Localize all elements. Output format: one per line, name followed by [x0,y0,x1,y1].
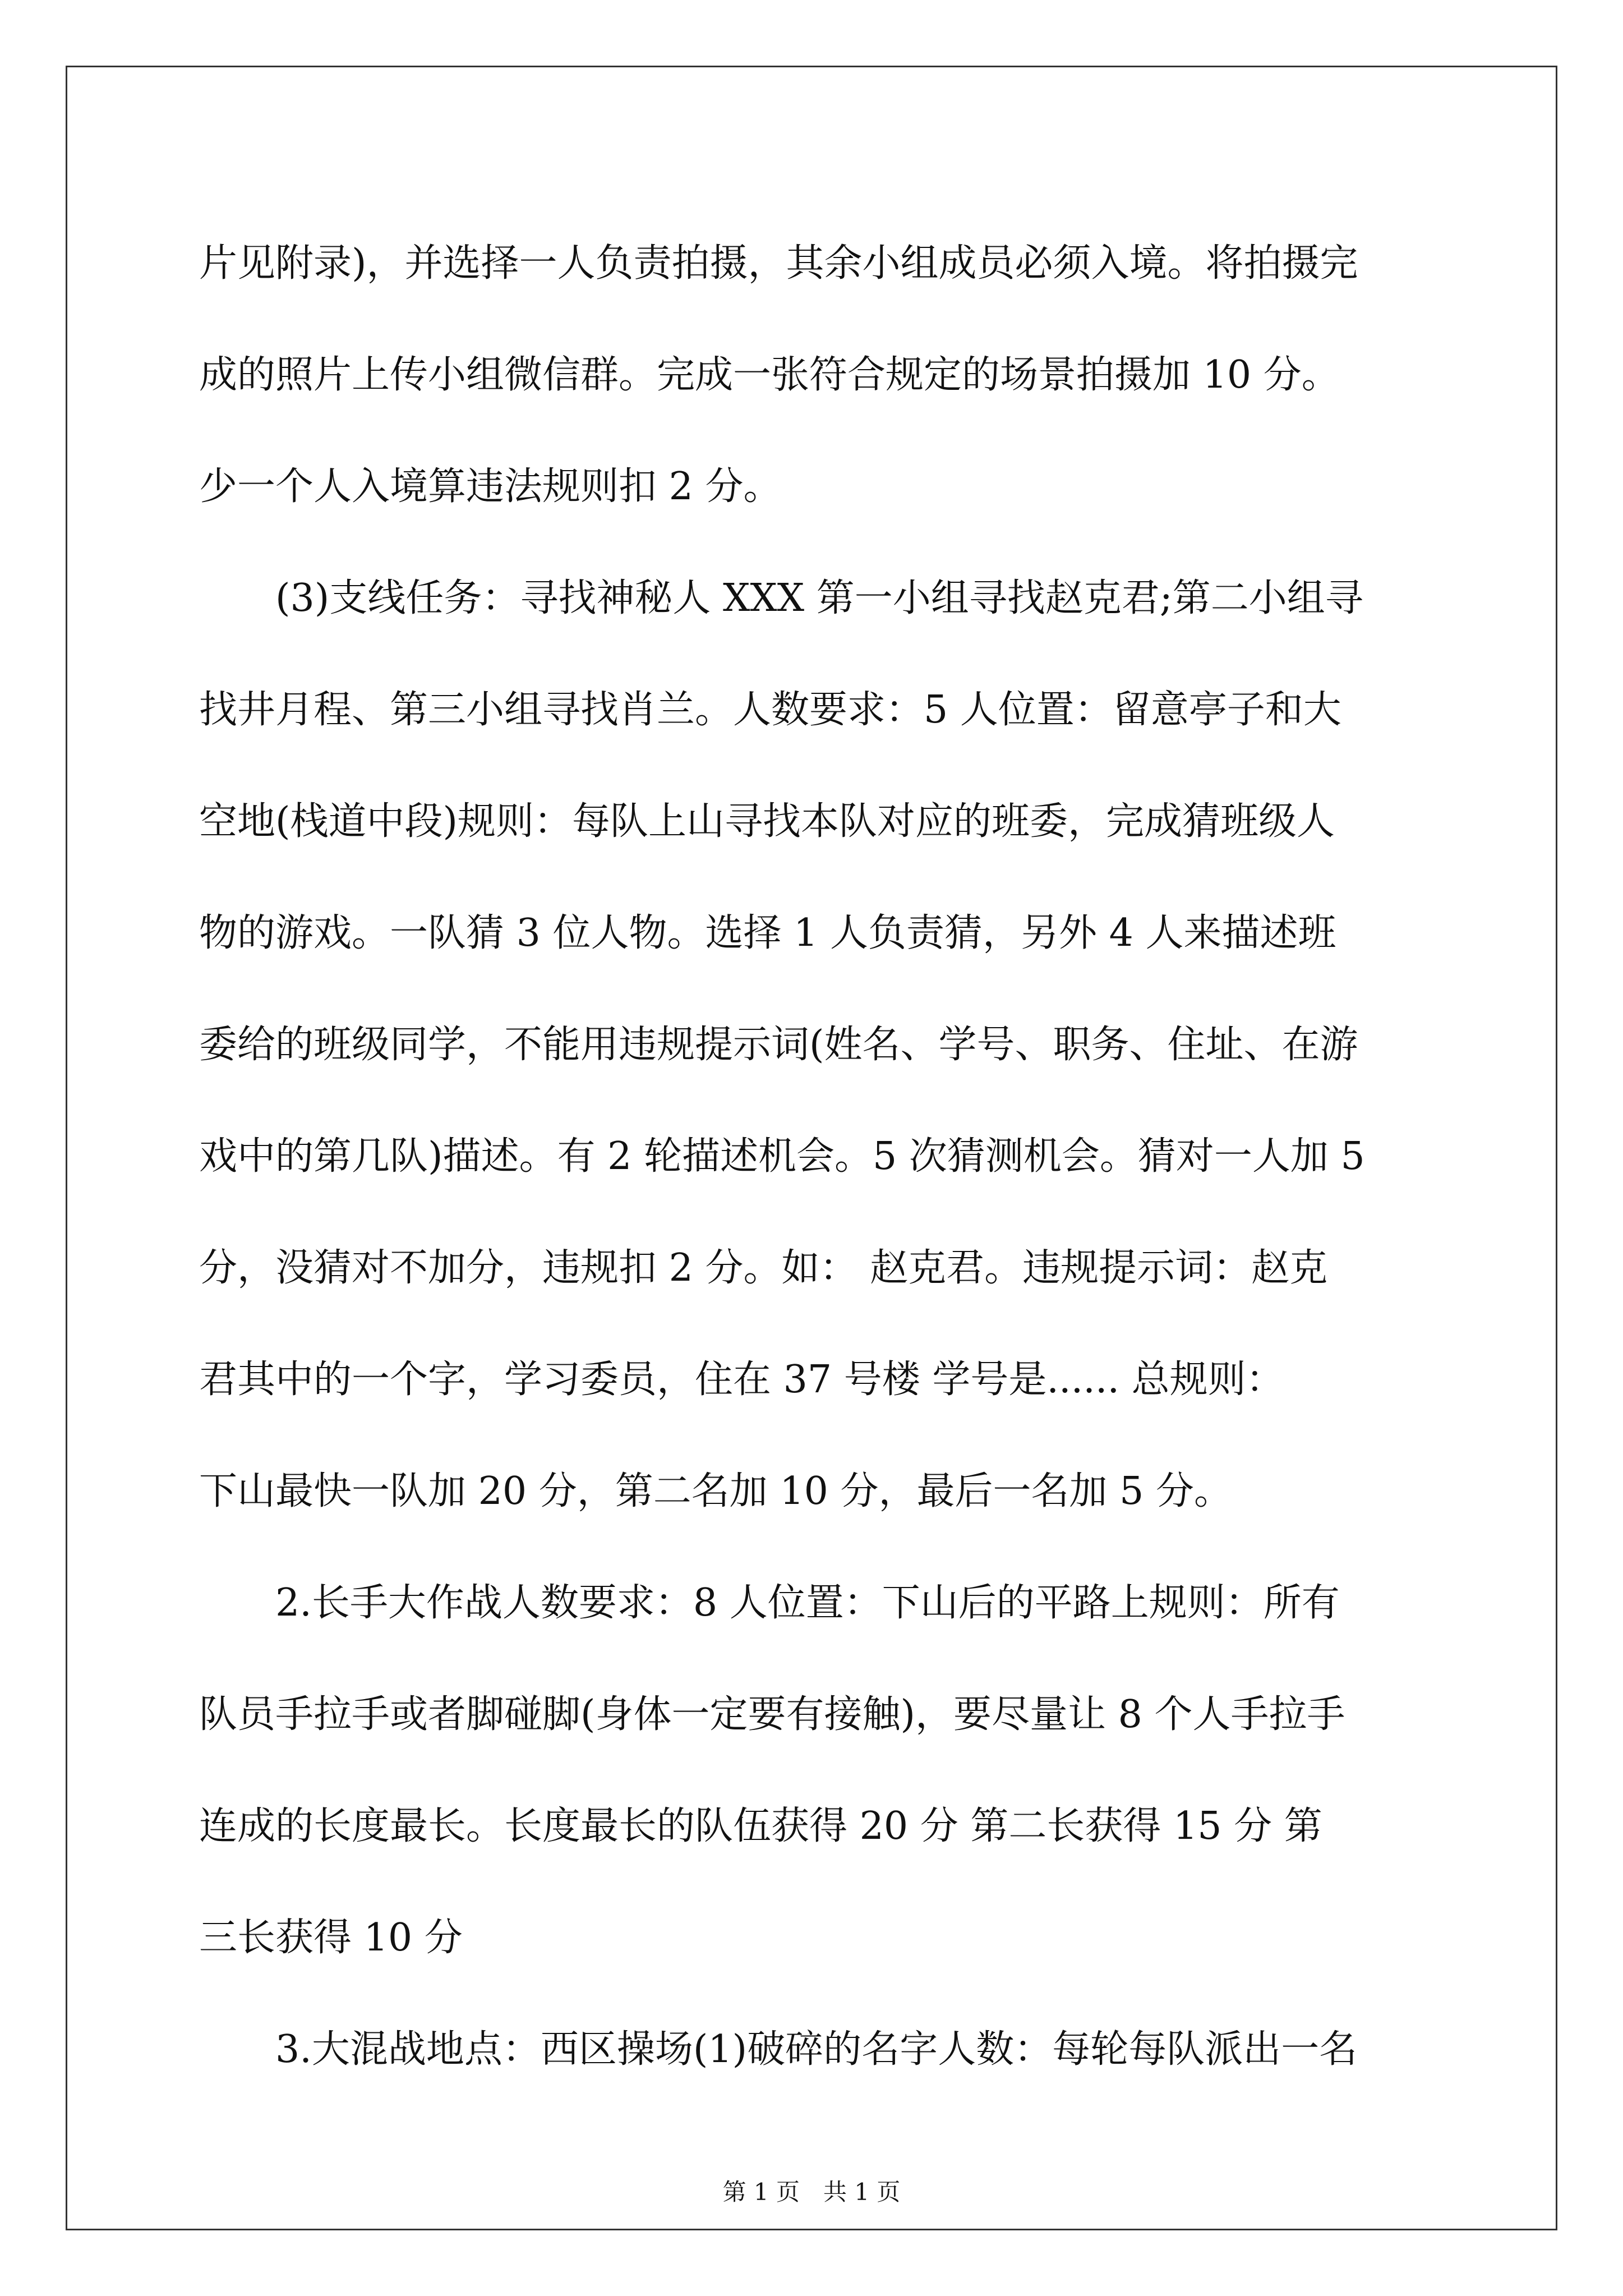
document-body [199,208,1427,2105]
text-line: 成的照片上传小组微信群。完成一张符合规定的场景拍摄加 10 分。 [199,353,1340,397]
paragraph-side-quest [199,542,1427,1547]
text-line: (3)支线任务：寻找神秘人 XXX 第一小组寻找赵克君;第二小组寻 [275,576,1363,620]
text-line: 物的游戏。一队猜 3 位人物。选择 1 人负责猜，另外 4 人来描述班 [199,911,1336,955]
text-line: 片见附录)，并选择一人负责拍摄，其余小组成员必须入境。将拍摄完 [199,241,1358,286]
text-line: 委给的班级同学，不能用违规提示词(姓名、学号、职务、住址、在游 [199,1023,1358,1067]
text-line: 戏中的第几队)描述。有 2 轮描述机会。5 次猜测机会。猜对一人加 5 [199,1134,1365,1179]
text-line: 连成的长度最长。长度最长的队伍获得 20 分 第二长获得 15 分 第 [199,1804,1322,1848]
paragraph-photo-task [199,208,1427,542]
text-line: 队员手拉手或者脚碰脚(身体一定要有接触)，要尽量让 8 个人手拉手 [199,1692,1345,1737]
page-number-footer: 第 1 页 共 1 页 [722,2178,901,2206]
paragraph-melee [199,1994,1427,2105]
text-line: 下山最快一队加 20 分，第二名加 10 分，最后一名加 5 分。 [199,1469,1233,1513]
text-line: 分，没猜对不加分，违规扣 2 分。如： 赵克君。违规提示词：赵克 [199,1246,1328,1290]
text-line: 君其中的一个字，学习委员，住在 37 号楼 学号是...... 总规则： [199,1358,1284,1402]
text-line: 3.大混战地点：西区操场(1)破碎的名字人数：每轮每队派出一名 [275,2027,1358,2072]
text-line: 2.长手大作战人数要求：8 人位置：下山后的平路上规则：所有 [275,1581,1340,1625]
paragraph-long-hands [199,1547,1427,1994]
text-line: 三长获得 10 分 [199,1916,463,1960]
text-line: 找井月程、第三小组寻找肖兰。人数要求：5 人位置：留意亭子和大 [199,688,1341,732]
text-line: 空地(栈道中段)规则：每队上山寻找本队对应的班委，完成猜班级人 [199,799,1335,844]
text-line: 少一个人入境算违法规则扣 2 分。 [199,464,782,509]
